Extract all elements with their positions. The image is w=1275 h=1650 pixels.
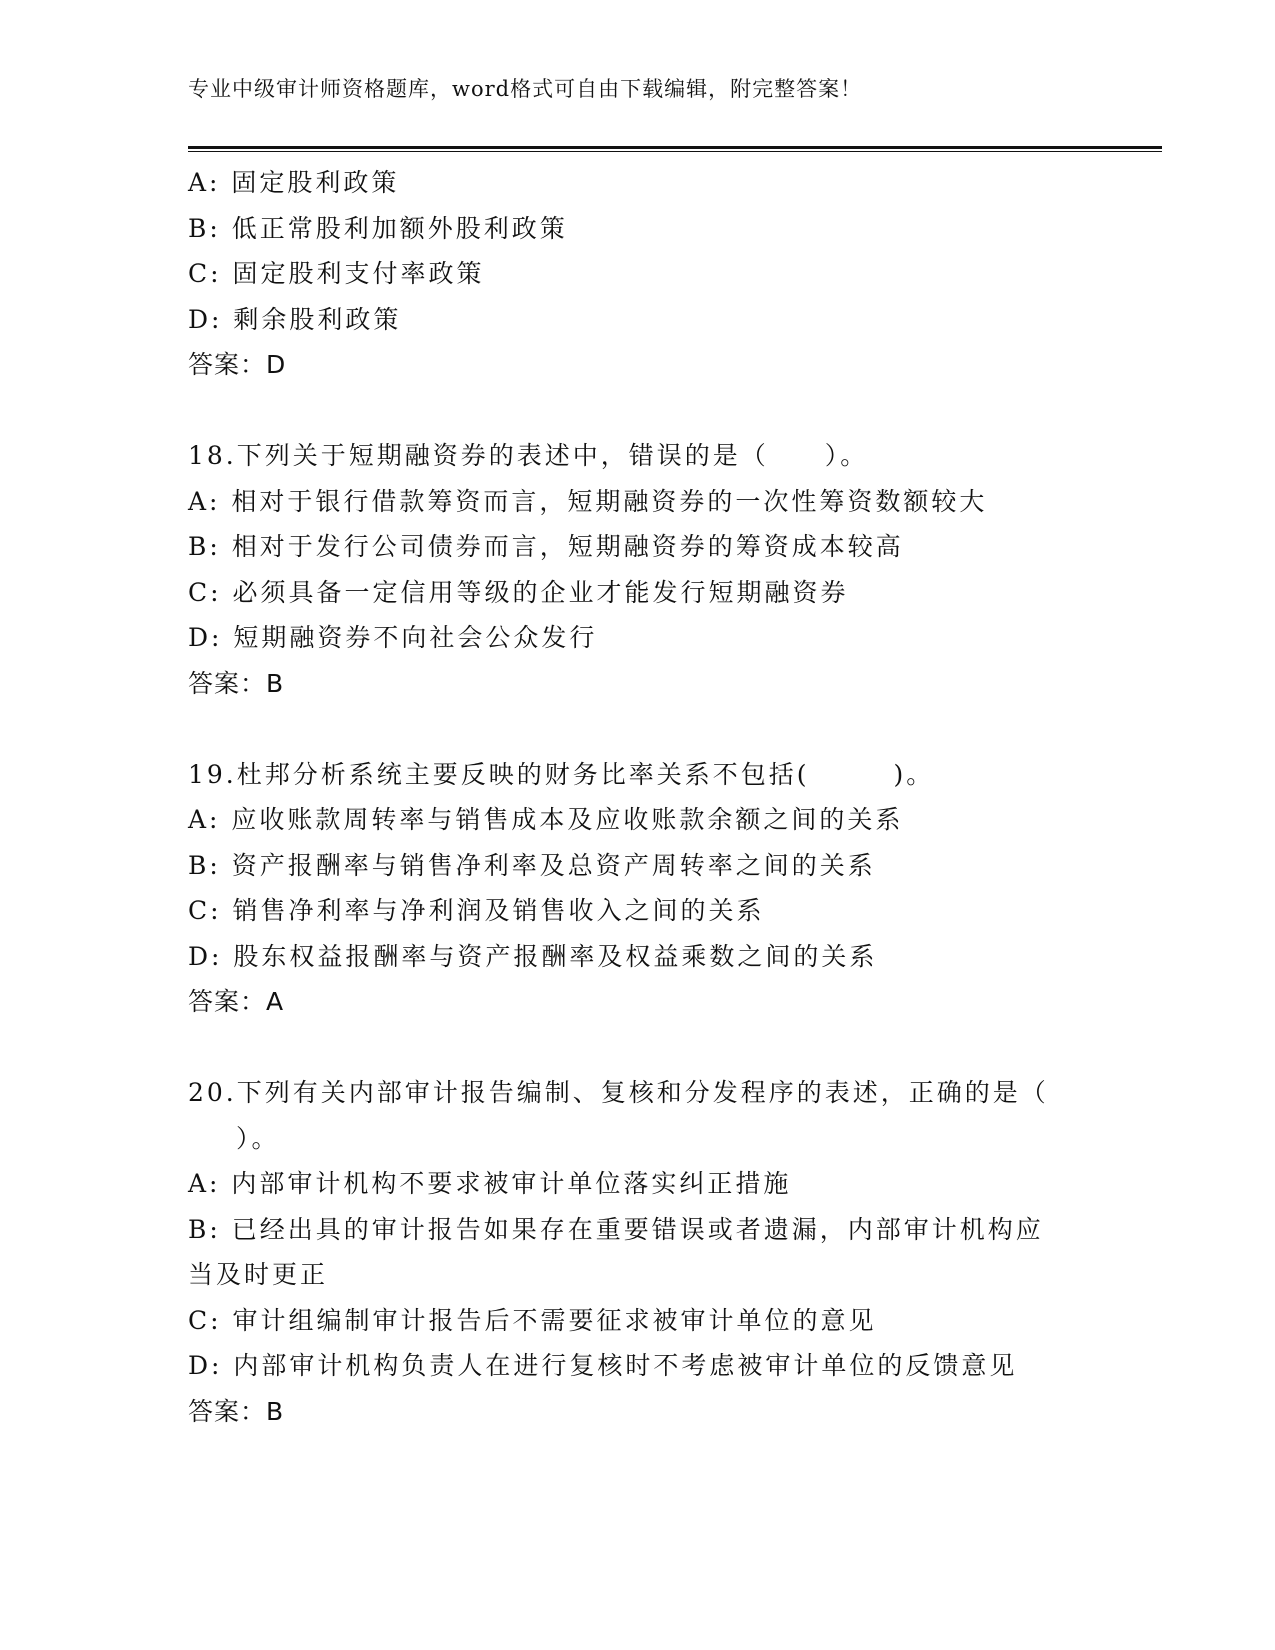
header-rule-thin bbox=[188, 151, 1162, 152]
question-content bbox=[188, 160, 1088, 1434]
question-text: 19.杜邦分析系统主要反映的财务比率关系不包括( )。 bbox=[188, 759, 935, 789]
answer: 答案：B bbox=[188, 668, 285, 698]
page-header: 专业中级审计师资格题库，word格式可自由下载编辑，附完整答案！ bbox=[188, 77, 863, 101]
option-c: C: 固定股利支付率政策 bbox=[188, 259, 485, 288]
answer: 答案：D bbox=[188, 350, 287, 379]
spacer bbox=[188, 1025, 1088, 1071]
option-c: C: 必须具备一定信用等级的企业才能发行短期融资券 bbox=[188, 577, 849, 607]
question-18 bbox=[188, 433, 1088, 706]
spacer bbox=[188, 388, 1088, 434]
option-d: D: 短期融资券不向社会公众发行 bbox=[188, 623, 598, 652]
question-text-line2: ）。 bbox=[236, 1123, 280, 1153]
option-a: A: 应收账款周转率与销售成本及应收账款余额之间的关系 bbox=[188, 805, 904, 834]
option-c: C: 审计组编制审计报告后不需要征求被审计单位的意见 bbox=[188, 1305, 877, 1335]
option-b: B: 相对于发行公司债券而言，短期融资券的筹资成本较高 bbox=[188, 532, 904, 561]
question-block-continued bbox=[188, 160, 1088, 388]
option-c: C: 销售净利率与净利润及销售收入之间的关系 bbox=[188, 896, 765, 925]
option-a: A: 固定股利政策 bbox=[188, 168, 400, 197]
option-b: B: 已经出具的审计报告如果存在重要错误或者遗漏，内部审计机构应当及时更正 bbox=[188, 1214, 1044, 1289]
option-a: A: 内部审计机构不要求被审计单位落实纠正措施 bbox=[188, 1169, 792, 1198]
header-rule-thick bbox=[188, 146, 1162, 149]
spacer bbox=[188, 706, 1088, 752]
answer: 答案：B bbox=[188, 1396, 285, 1426]
option-d: D: 剩余股利政策 bbox=[188, 304, 402, 334]
option-b: B: 低正常股利加额外股利政策 bbox=[188, 213, 568, 243]
question-19 bbox=[188, 752, 1088, 1025]
option-d: D: 股东权益报酬率与资产报酬率及权益乘数之间的关系 bbox=[188, 941, 878, 971]
option-d: D: 内部审计机构负责人在进行复核时不考虑被审计单位的反馈意见 bbox=[188, 1351, 1018, 1380]
question-text-line1: 20.下列有关内部审计报告编制、复核和分发程序的表述，正确的是（ bbox=[188, 1078, 1049, 1107]
question-20 bbox=[188, 1070, 1088, 1434]
option-b: B: 资产报酬率与销售净利率及总资产周转率之间的关系 bbox=[188, 850, 876, 880]
option-a: A: 相对于银行借款筹资而言，短期融资券的一次性筹资数额较大 bbox=[188, 486, 988, 516]
answer: 答案：A bbox=[188, 987, 285, 1016]
question-text: 18.下列关于短期融资券的表述中，错误的是（ ）。 bbox=[188, 441, 869, 470]
